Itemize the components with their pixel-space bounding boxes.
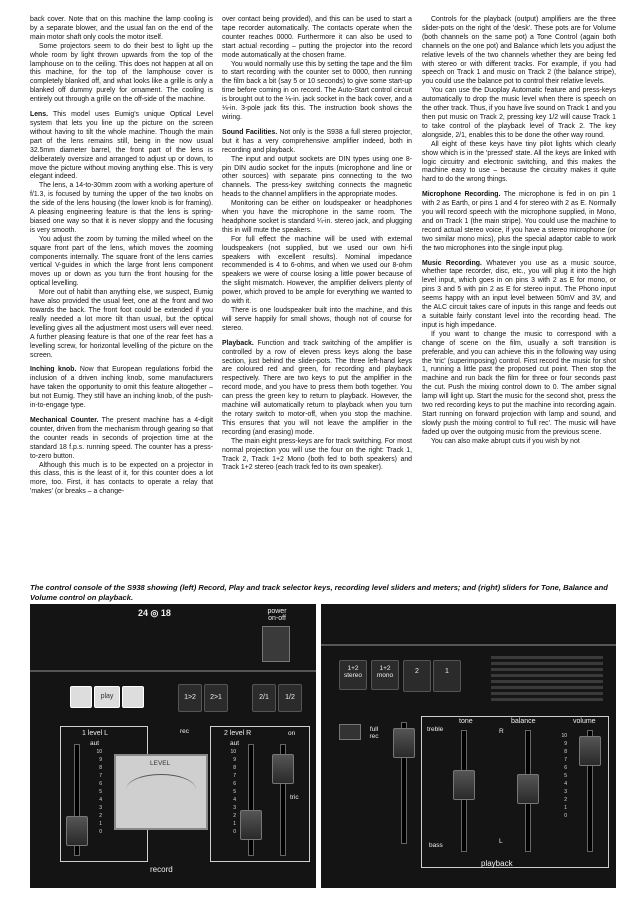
level-l-slider-knob[interactable]: [66, 816, 88, 846]
track-key-2[interactable]: 2: [403, 660, 431, 692]
level-r-label: 2 level R: [224, 730, 252, 737]
meter-label: LEVEL: [150, 760, 171, 767]
track-key-2-1[interactable]: 2/1: [252, 684, 276, 712]
section-heading: Sound Facilities.: [222, 128, 278, 136]
paragraph: More out of habit than anything else, we suspect, Eumig have also provided the usual feet, one at the front and two towards the back. The front foot could be extended if you really needed a lot more tilt than usual, but the optical levelling gives all the adjustment most users will ever need. A further pleasing feature is that one of the rear feet has a levelling screw, for horizontal levelling of the picture on the screen.: [30, 289, 213, 359]
paragraph: Controls for the playback (output) amplifiers are the three slider-pots on the right of the 'desk'. These pots are for Volume (both channels on the same pot) a Tone Control (again both channels on the one pot) and Balance which lets you adjust the relative levels of the two channels whether they are being fed with stereo or with different tracks. For example, if you had speech on Track 1 and music on Track 2 (the balance stripe), you could use the balance pot to control their relative levels.: [422, 16, 616, 86]
section-heading: Microphone Recording.: [422, 191, 501, 199]
speed-label: 24 ◎ 18: [138, 608, 171, 618]
playback-label: playback: [481, 859, 513, 868]
article-column-2: [222, 16, 412, 473]
paragraph: Monitoring can be either on loudspeaker or headphones when you have the microphone in the same room. The headphone socket is standard ¼-in. stereo jack, and plugging this in will mute the speakers.: [222, 200, 412, 234]
paragraph: Sound Facilities. Not only is the S938 a full stereo projector, but it has a very comprehensive amplifier indeed, both in recording and playback.: [222, 128, 412, 154]
paragraph: You would normally use this by setting the tape and the film to start recording with the counter set to 0000, then running the film back a bit (say 5 or 10 seconds) to give some start-up time before coming in on record. The Auto-Start control circuit is brought out to the ⅛-in. jack socket in the back cover, and a ⅛-in. 3-pole jack fits this. The instruction book shows the wiring.: [222, 60, 412, 121]
duoplay-key-2-1[interactable]: 2>1: [204, 684, 228, 712]
article-column-1: [30, 16, 213, 497]
volume-label: volume: [573, 718, 596, 725]
level-l-scale: 10 9 8 7 6 5 4 3 2 1 0: [96, 749, 102, 835]
balance-r-label: R: [499, 728, 504, 735]
paragraph: You can use the Duoplay Automatic feature and press-keys automatically to drop the music level when there is speech on the other track. Thus, if you have live sound on Track 1 and you then put music on Track 2, pressing key 1/2 will cause Track 1 to take control of the playback level of Track 2. The key alongside, 2/1, enables this to be done the other way round.: [422, 87, 616, 139]
level-r-scale: 10 9 8 7 6 5 4 3 2 1 0: [230, 749, 236, 835]
paragraph: Playback. Function and track switching of the amplifier is controlled by a row of eleven press keys along the base section, just behind the slider-pots. The three left-hand keys are coloured red and green, for recording and playback respectively. There are two keys to put the amplifier in the record mode, and you have to press them both together. You can press the green key to return to playback. However, the machine will automatically return to playback when you turn the rotary switch to motor-off, when you stop the machine. This ensures that you will not leave the amplifier in the recording (and erasing) mode.: [222, 339, 412, 436]
divider: [30, 670, 316, 672]
divider: [321, 644, 616, 646]
balance-slider-knob[interactable]: [517, 774, 539, 804]
rec-label: rec: [180, 728, 190, 735]
bass-label: bass: [429, 842, 443, 849]
section-heading: Lens.: [30, 111, 48, 119]
on-label: on: [288, 730, 296, 737]
paragraph: Although this much is to be expected on a projector in this class, this is the least of it, for this counter does a lot more, too. First, it has contacts to operate a relay that 'makes' (or breaks – a change-: [30, 461, 213, 496]
power-label: power on-off: [267, 608, 287, 622]
paragraph: Microphone Recording. The microphone is fed in on pin 1 with 2 as Earth, or pins 1 and 4 for stereo with 2 as E. Normally you will record speech with the microphone supplied, in Mono, and on Track 1 (the main stripe). You could use the machine to record actual stereo voice, if you have a stereo microphone (or two similar mono mics), plus the special adaptor cable to work the two microphones into the single input plug.: [422, 191, 616, 252]
article-column-3: [422, 16, 616, 447]
aut-label-l: aut: [90, 740, 100, 747]
track-key-mono[interactable]: 1+2 mono: [371, 660, 399, 690]
paragraph: back cover. Note that on this machine the lamp cooling is by a separate blower, and the usual fan on the end of the main motor shaft only cools the motor itself.: [30, 16, 213, 41]
paragraph: over contact being provided), and this can be used to start a tape recorder automatically. The contacts operate when the counter reaches 0000. Furthermore it can also be used to start actual recording – putting the projector into the record mode automatically at the chosen frame.: [222, 16, 412, 59]
paragraph: For full effect the machine will be used with external loudspeakers (not supplied, but we used our own hi-fi speakers with excellent results). Nominal impedance recommended is 4 to 6-ohms, and when we used our 8-ohm speakers we were of course losing a little power because of the slight mismatch. However, the amplifier delivers plenty of power, which proved to be ample for everything we wanted to do with it.: [222, 235, 412, 306]
record-label: record: [150, 865, 173, 874]
balance-l-label: L: [499, 838, 503, 845]
speaker-grille: [491, 656, 603, 702]
paragraph: The input and output sockets are DIN types using one 8-pin DIN audio socket for the inputs (microphone and line or other sources) with separate pins connecting to the two channels. The press-key switching connects the magnetic heads to the channel amplifiers in the appropriate modes.: [222, 155, 412, 199]
photo-playback-console: [321, 604, 616, 888]
treble-label: treble: [427, 726, 444, 733]
section-heading: Playback.: [222, 339, 254, 347]
paragraph: Some projectors seem to do their best to light up the whole room by light thrown upwards from the top of the lamphouse on to the ceiling. This does not happen at all on this machine, for the top of the lamphouse cover is completely blanked off, and what looks like a grille is only a blanked off dummy purely for ornament. The cooling is entirely out through a grille on the off-side of the machine.: [30, 42, 213, 104]
tone-label: tone: [459, 718, 473, 725]
volume-scale: 10 9 8 7 6 5 4 3 2 1 0: [561, 733, 567, 819]
record-key-2[interactable]: [122, 686, 144, 708]
power-switch[interactable]: [262, 626, 290, 662]
track-key-stereo[interactable]: 1+2 stereo: [339, 660, 367, 690]
play-key[interactable]: play: [94, 686, 120, 708]
paragraph: You adjust the zoom by turning the milled wheel on the square front part of the lens, which moves the zooming components internally. The square front of the lens carries vertical V-guides in which the large front lens component moves up or down as you turn the front housing for the optical levelling.: [30, 235, 213, 288]
volume-slider-knob[interactable]: [579, 736, 601, 766]
paragraph: If you want to change the music to correspond with a change of scene on the film, usually a soft transition is preferable, and you can achieve this in the following way using the 'tric' (superimposing) control. First record the music for shot 1, running a little past the proposed cut point. Then stop the machine and run back the film for three or four seconds past the cut. Push the mixing control down to 0. The amber signal lamp will light up. Start the music for the second shot, press the two red recording keys to put the machine into recording again. Start running on forward projection with lamp and sound, and slowly push the mixing control to 'full rec'. The music will have faded up over the outgoing music from the previous scene.: [422, 330, 616, 436]
tric-label: tric: [290, 794, 299, 801]
paragraph: There is one loudspeaker built into the machine, and this will serve happily for small shows, though not of course for stereo.: [222, 307, 412, 332]
paragraph: Lens. This model uses Eumig's unique Optical Level system that lets you line up the picture on the screen without having to tilt the whole machine. Though the main part of the lens remains still, being in the now usual 32.5mm diameter barrel, the front part of the lens is deliberately oversize and arranged to adjust up or down, to move the picture without moving anything else. This is very elegant indeed.: [30, 111, 213, 181]
full-rec-label: full rec: [369, 726, 379, 740]
tric-slider-knob[interactable]: [272, 754, 294, 784]
paragraph: You can also make abrupt cuts if you wish by not: [431, 437, 580, 445]
track-key-1[interactable]: 1: [433, 660, 461, 692]
record-key-1[interactable]: [70, 686, 92, 708]
mix-slider-knob[interactable]: [393, 728, 415, 758]
level-meter: [114, 754, 208, 830]
level-r-slider-knob[interactable]: [240, 810, 262, 840]
paragraph: Music Recording. Whatever you use as a music source, whether tape recorder, disc, etc., you will plug it into the high level input, which goes in on pins 3 with 2 as E for mono, or pins 3 and 5 with pin 2 as E for stereo input. The Phono input seems happy with an input level between 50mV and 3V, and the ALC circuit takes care of inputs in this range and feeds out a suitable fairly constant level into the recording head. The input is high impedance.: [422, 259, 616, 329]
paragraph: The lens, a 14-to-30mm zoom with a working aperture of f/1.3, is focused by turning the upper of the two knobs on the side of the lens housing (the lower knob is for framing). A pleasing engineering feature is that the lens is spring-biased one way so that it is never sloppy and the focusing is very smooth.: [30, 182, 213, 234]
paragraph: All eight of these keys have tiny pilot lights which clearly show which is in the 'pressed' state. All the keys are linked with logic circuitry and electronic switching, and this makes the machine easy to use – because the circuitry makes it quite hard to do the wrong things.: [422, 140, 616, 184]
paragraph: Mechanical Counter. The present machine has a 4-digit counter, driven from the mechanism through gearing so that the counter reads in seconds of projection time at the standard 18 f.p.s. running speed. The counter has a press-to-zero button.: [30, 416, 213, 460]
section-heading: Mechanical Counter.: [30, 416, 99, 424]
section-heading: Music Recording.: [422, 259, 482, 267]
track-key-1-2[interactable]: 1/2: [278, 684, 302, 712]
section-heading: Inching knob.: [30, 366, 77, 374]
counter-window: [339, 724, 361, 740]
paragraph: The main eight press-keys are for track switching. For most normal projection you will use the four on the right: Track 1, Track 2, Track 1+2 Mono (both fed to both speakers) and Track 1+2 stereo (each track fed to its own speaker).: [222, 437, 412, 472]
tone-slider-knob[interactable]: [453, 770, 475, 800]
photo-record-console: [30, 604, 316, 888]
meter-arc: [126, 774, 196, 805]
balance-label: balance: [511, 718, 536, 725]
figure-caption: The control console of the S938 showing (left) Record, Play and track selector keys, recording level sliders and meters; and (right) sliders for Tone, Balance and Volume control on playback.: [30, 583, 608, 602]
paragraph: Inching knob. Now that European regulations forbid the inclusion of a driven inching knob, some manufacturers have taken the opportunity to omit this feature altogether – but not Eumig. They still have an inching knob, of the push-in-to-engage type.: [30, 366, 214, 410]
aut-label-r: aut: [230, 740, 240, 747]
level-l-label: 1 level L: [82, 730, 109, 737]
duoplay-key-1-2[interactable]: 1>2: [178, 684, 202, 712]
